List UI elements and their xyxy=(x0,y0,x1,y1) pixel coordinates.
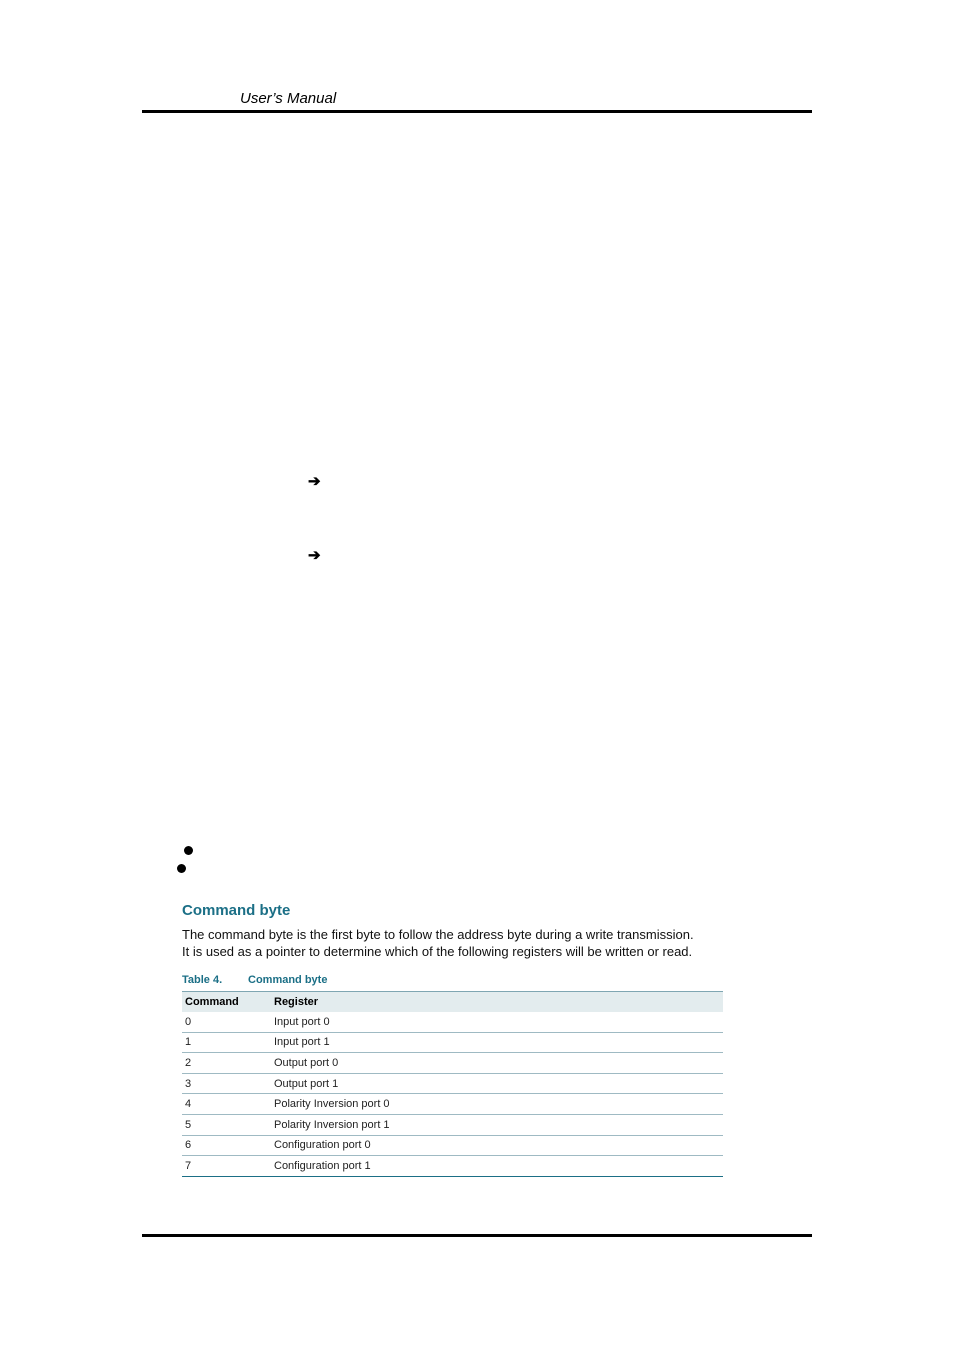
bullet-dot-icon xyxy=(184,846,193,855)
command-cell: 6 xyxy=(182,1135,271,1156)
footer-rule xyxy=(142,1234,812,1237)
section-paragraph xyxy=(182,926,742,960)
register-cell: Output port 1 xyxy=(271,1073,723,1094)
register-cell: Configuration port 0 xyxy=(271,1135,723,1156)
paragraph-line: The command byte is the first byte to follow the address byte during a write transmission. xyxy=(182,927,694,942)
table-row xyxy=(182,1012,723,1032)
table-row xyxy=(182,1032,723,1053)
command-cell: 0 xyxy=(182,1012,271,1032)
command-cell: 3 xyxy=(182,1073,271,1094)
bullet-dot-icon xyxy=(177,864,186,873)
table-row xyxy=(182,1114,723,1135)
table-header-row xyxy=(182,992,723,1013)
right-arrow-icon: ➔ xyxy=(308,547,321,564)
command-cell: 4 xyxy=(182,1094,271,1115)
header-rule xyxy=(142,110,812,113)
table-caption-number: Table 4. xyxy=(182,974,223,986)
section-heading: Command byte xyxy=(182,902,291,919)
table-caption xyxy=(182,974,328,986)
command-cell: 5 xyxy=(182,1114,271,1135)
right-arrow-icon: ➔ xyxy=(308,473,321,490)
command-cell: 1 xyxy=(182,1032,271,1053)
register-cell: Polarity Inversion port 1 xyxy=(271,1114,723,1135)
command-byte-table xyxy=(182,991,723,1177)
table-row xyxy=(182,1053,723,1074)
column-header-register: Register xyxy=(271,992,723,1013)
command-cell: 7 xyxy=(182,1156,271,1177)
command-cell: 2 xyxy=(182,1053,271,1074)
column-header-command: Command xyxy=(182,992,271,1013)
table-row xyxy=(182,1135,723,1156)
table-row xyxy=(182,1156,723,1177)
register-cell: Configuration port 1 xyxy=(271,1156,723,1177)
table-caption-title: Command byte xyxy=(248,974,328,986)
register-cell: Polarity Inversion port 0 xyxy=(271,1094,723,1115)
table-row xyxy=(182,1073,723,1094)
paragraph-line: It is used as a pointer to determine which of the following registers will be written or read. xyxy=(182,944,693,959)
table-row xyxy=(182,1094,723,1115)
register-cell: Input port 1 xyxy=(271,1032,723,1053)
header-title: User’s Manual xyxy=(240,90,337,107)
register-cell: Output port 0 xyxy=(271,1053,723,1074)
register-cell: Input port 0 xyxy=(271,1012,723,1032)
